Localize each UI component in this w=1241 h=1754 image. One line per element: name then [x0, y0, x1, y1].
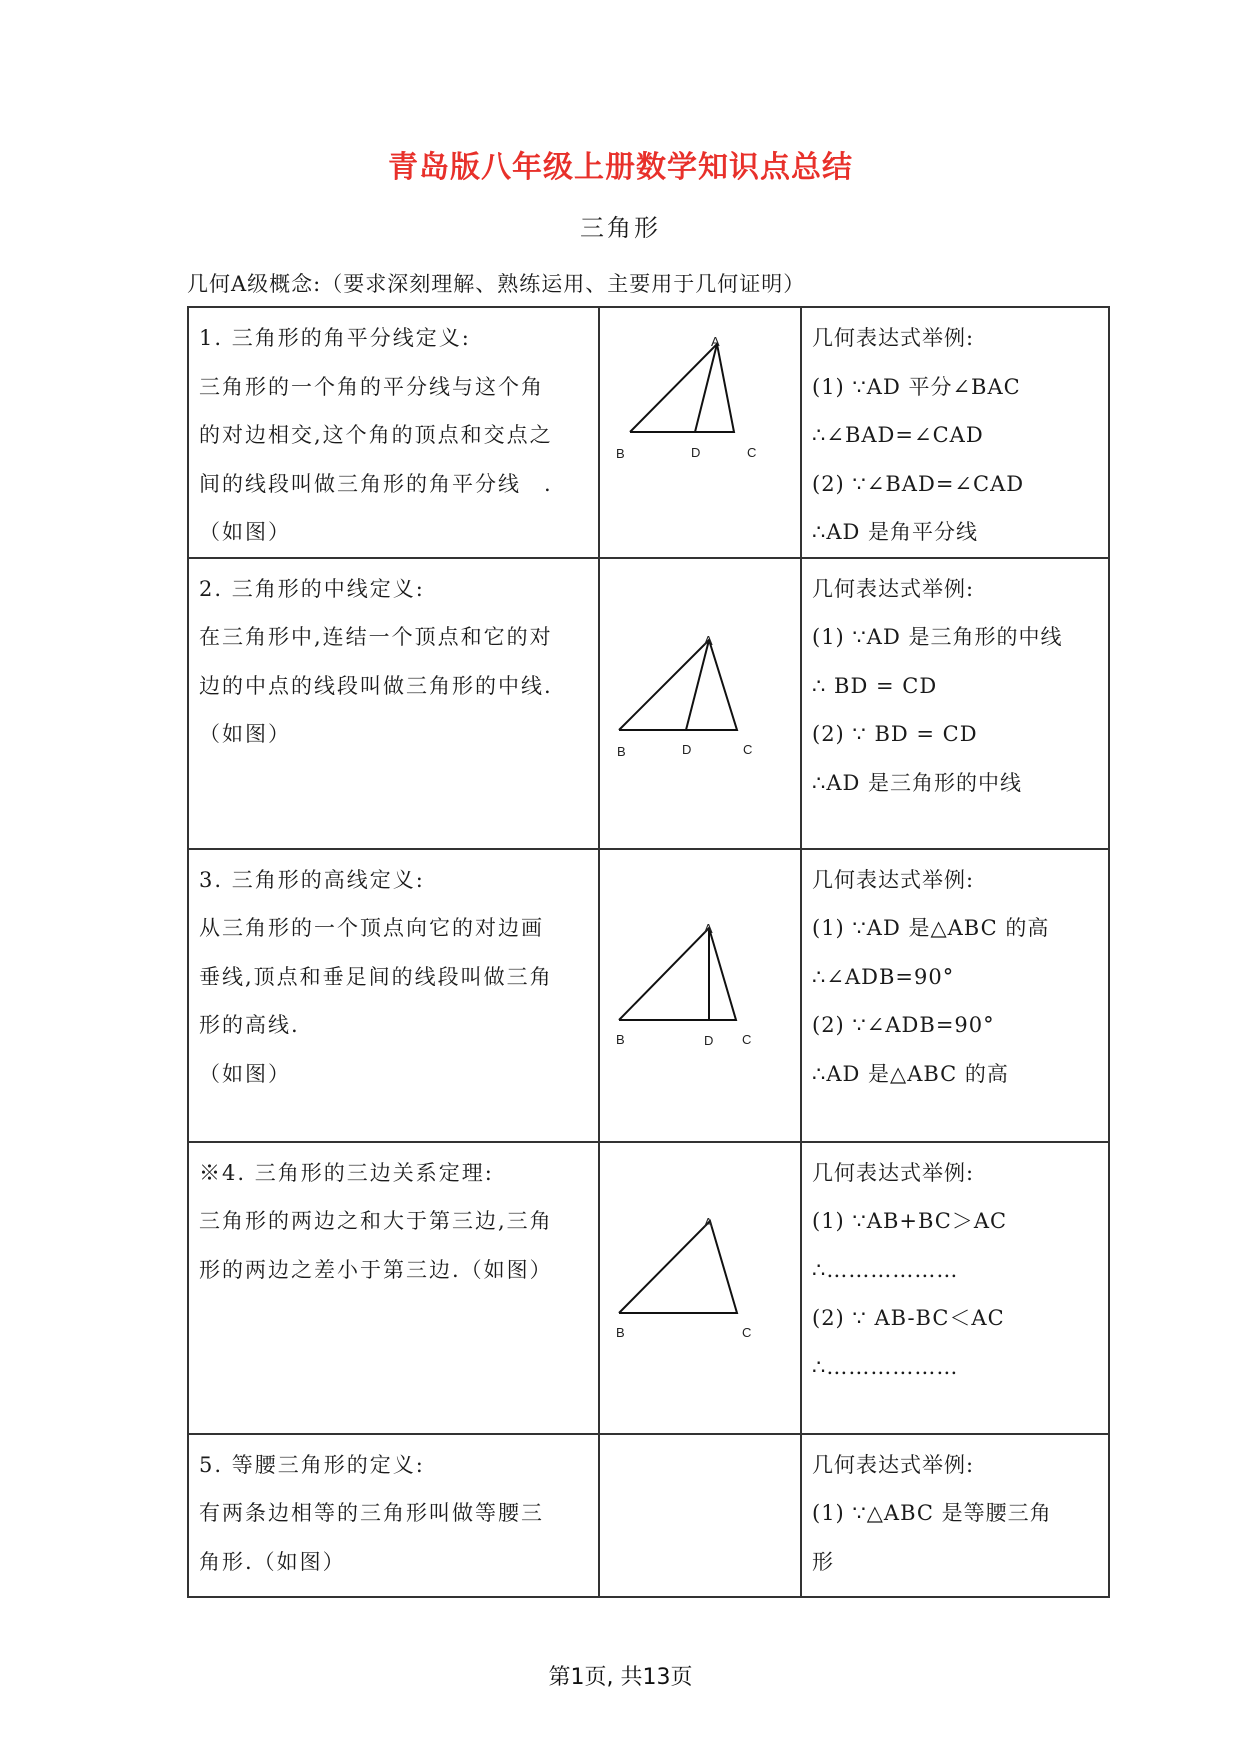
intro-text: 几何A级概念:（要求深刻理解、熟练运用、主要用于几何证明） [187, 272, 806, 296]
example-line: (1) ∵△ABC 是等腰三角 [812, 1501, 1052, 1525]
example-cell [801, 558, 1109, 849]
definition-cell [188, 849, 599, 1142]
altitude-figure [600, 850, 800, 1137]
triangle-outline [619, 928, 736, 1020]
example-line: (2) ∵∠ADB=90° [812, 1013, 995, 1037]
definition-cell [188, 558, 599, 849]
definition-line: （如图） [199, 722, 291, 746]
definition-line: 垂线,顶点和垂足间的线段叫做三角 [199, 964, 553, 989]
example-cell [801, 1142, 1109, 1434]
example-line: 几何表达式举例: [812, 867, 975, 892]
example-line: ∴ BD = CD [812, 673, 938, 698]
example-line: (1) ∵AD 是三角形的中线 [812, 625, 1063, 649]
definition-line: ※4. 三角形的三边关系定理: [199, 1160, 494, 1185]
vertex-label-c: C [747, 445, 757, 460]
example-line: (1) ∵AD 是△ABC 的高 [812, 916, 1050, 940]
figure-cell [599, 558, 801, 849]
definition-line: 5. 等腰三角形的定义: [199, 1452, 425, 1477]
definition-line: 形的高线. [199, 1013, 300, 1037]
example-line: 几何表达式举例: [812, 576, 975, 601]
table-row [188, 849, 1109, 1142]
definition-line: 1. 三角形的角平分线定义: [199, 326, 471, 350]
figure-cell [599, 1142, 801, 1434]
figure-cell [599, 849, 801, 1142]
triangle-outline [630, 344, 734, 432]
definition-line: （如图） [199, 1061, 291, 1086]
vertex-label-a: A [711, 334, 720, 349]
example-line: 几何表达式举例: [812, 1452, 975, 1477]
definition-line: 3. 三角形的高线定义: [199, 867, 425, 892]
figure-cell [599, 1434, 801, 1597]
vertex-label-a: A [704, 632, 713, 648]
vertex-label-b: B [616, 446, 625, 461]
angle-bisector-figure [600, 308, 800, 548]
definition-line: 边的中点的线段叫做三角形的中线. [199, 673, 553, 698]
example-cell [801, 849, 1109, 1142]
vertex-label-b: B [616, 1031, 625, 1047]
example-line: 形 [812, 1549, 834, 1574]
triangle-outline [619, 1221, 737, 1313]
definition-line: 2. 三角形的中线定义: [199, 576, 425, 601]
table-row [188, 307, 1109, 558]
example-line: 几何表达式举例: [812, 1160, 975, 1185]
example-line: (2) ∵ BD = CD [812, 722, 978, 746]
vertex-label-c: C [743, 741, 753, 757]
vertex-label-d: D [691, 445, 701, 460]
definition-line: 从三角形的一个顶点向它的对边画 [199, 916, 544, 940]
definition-line: （如图） [199, 520, 291, 544]
example-line: (1) ∵AB+BC＞AC [812, 1209, 1008, 1233]
page-number: 第1页, 共13页 [548, 1665, 693, 1690]
definition-cell [188, 1434, 599, 1597]
definition-line: 三角形的一个角的平分线与这个角 [199, 374, 544, 399]
document-title: 青岛版八年级上册数学知识点总结 [388, 150, 853, 185]
definition-line: 角形.（如图） [199, 1549, 346, 1574]
definition-line: 三角形的两边之和大于第三边,三角 [199, 1209, 553, 1233]
definition-line: 在三角形中,连结一个顶点和它的对 [199, 625, 553, 649]
vertex-label-c: C [742, 1031, 752, 1047]
definition-cell [188, 307, 599, 558]
example-line: ∴AD 是角平分线 [812, 520, 979, 544]
example-cell [801, 307, 1109, 558]
definition-line: 间的线段叫做三角形的角平分线 . [199, 471, 553, 496]
definition-line: 的对边相交,这个角的顶点和交点之 [199, 423, 553, 447]
section-title: 三角形 [580, 214, 661, 242]
median-line [686, 640, 709, 730]
vertex-label-d: D [682, 741, 692, 757]
example-cell [801, 1434, 1109, 1597]
vertex-label-a: A [704, 920, 713, 936]
example-line: (2) ∵∠BAD=∠CAD [812, 471, 1025, 496]
vertex-label-a: A [704, 1214, 713, 1230]
table-row [188, 558, 1109, 849]
example-line: ∴……………… [812, 1257, 959, 1282]
definition-cell [188, 1142, 599, 1434]
median-figure [600, 559, 800, 844]
example-line: ∴AD 是△ABC 的高 [812, 1061, 1009, 1086]
definition-line: 有两条边相等的三角形叫做等腰三 [199, 1501, 544, 1525]
vertex-label-b: B [616, 1324, 625, 1340]
example-line: ∴AD 是三角形的中线 [812, 770, 1023, 795]
example-line: ∴∠BAD=∠CAD [812, 423, 984, 447]
example-line: ∴∠ADB=90° [812, 964, 955, 989]
figure-cell [599, 307, 801, 558]
definition-line: 形的两边之差小于第三边.（如图） [199, 1257, 553, 1282]
triangle-outline [619, 640, 737, 730]
example-line: (2) ∵ AB-BC＜AC [812, 1306, 1005, 1330]
example-line: 几何表达式举例: [812, 326, 975, 350]
vertex-label-c: C [742, 1324, 752, 1340]
definitions-table [187, 306, 1110, 1598]
bisector-line [695, 344, 717, 432]
triangle-inequality-figure [600, 1143, 800, 1429]
vertex-label-d: D [704, 1032, 714, 1048]
vertex-label-b: B [617, 743, 626, 759]
example-line: (1) ∵AD 平分∠BAC [812, 374, 1021, 399]
table-row [188, 1142, 1109, 1434]
example-line: ∴……………… [812, 1354, 959, 1379]
table-row [188, 1434, 1109, 1597]
